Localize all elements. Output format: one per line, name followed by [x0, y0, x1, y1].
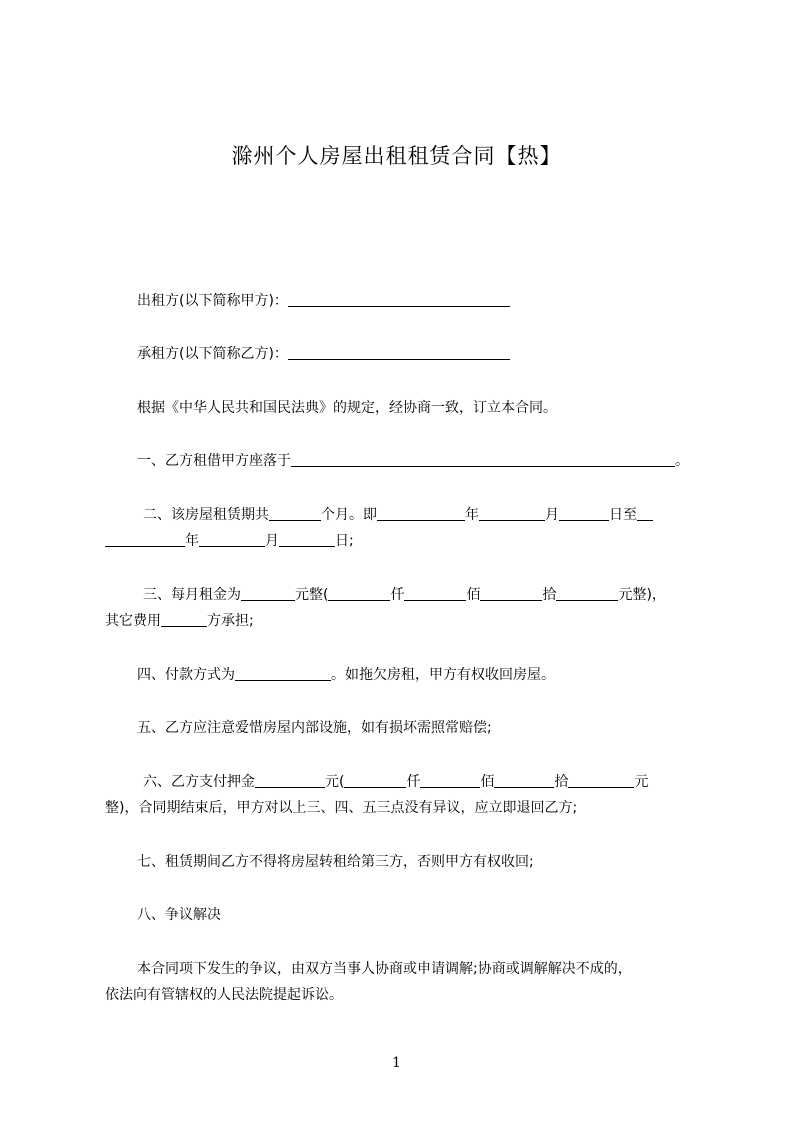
document-title: 滁州个人房屋出租租赁合同【热】 [231, 144, 562, 168]
clause-6-qian: 仟 [406, 774, 421, 790]
clause-1-text: 一、乙方租借甲方座落于 [137, 453, 291, 469]
end-month-blank[interactable] [199, 530, 265, 547]
clause-5 [105, 713, 492, 743]
clause-3-other-fees: 其它费用 [105, 613, 161, 629]
clause-3-bear: 方承担; [207, 613, 254, 629]
party-b-label: 承租方(以下简称乙方)： [137, 346, 288, 362]
clause-2-end-day: 日; [335, 533, 354, 549]
clause-6-bai: 佰 [480, 774, 495, 790]
clause-5-text: 五、乙方应注意爱惜房屋内部设施，如有损坏需照常赔偿; [137, 720, 492, 736]
start-day-blank[interactable] [559, 504, 609, 521]
clause-2-text: 二、该房屋租赁期共 [143, 507, 269, 523]
party-b-line [105, 339, 510, 369]
dispute-text-2: 依法向有管辖权的人民法院提起诉讼。 [105, 987, 343, 1003]
clause-3-yuan: 元整( [295, 587, 329, 603]
clause-4 [105, 660, 555, 690]
clause-8-heading: 八、争议解决 [137, 907, 221, 923]
deposit-amount-blank[interactable] [255, 771, 325, 788]
clause-2-cont [105, 526, 354, 556]
clause-6-yuan-end: 元 [634, 774, 649, 790]
deposit-qian-blank[interactable] [344, 771, 406, 788]
clause-7-text: 七、租赁期间乙方不得将房屋转租给第三方，否则甲方有权收回; [137, 854, 534, 870]
clause-6-text: 六、乙方支付押金 [143, 774, 255, 790]
property-address-blank[interactable] [291, 450, 675, 467]
clause-6-continuation: 整)，合同期结束后，甲方对以上三、四、五三点没有异议，应立即退回乙方; [105, 800, 578, 816]
intro-text: 根据《中华人民共和国民法典》的规定，经协商一致，订立本合同。 [137, 400, 557, 416]
deposit-shi-blank[interactable] [494, 771, 554, 788]
deposit-yuan-blank[interactable] [568, 771, 634, 788]
clause-2-to: 日至 [609, 507, 637, 523]
intro-paragraph [105, 393, 557, 423]
clause-2-months: 个月。即 [321, 507, 377, 523]
party-b-blank[interactable] [288, 343, 510, 360]
rent-shi-blank[interactable] [480, 584, 542, 601]
clause-8 [105, 900, 221, 930]
end-year-blank-start[interactable] [637, 504, 653, 521]
clause-2-end-month: 月 [265, 533, 279, 549]
rent-amount-blank[interactable] [241, 584, 295, 601]
clause-6-yuan: 元( [325, 774, 345, 790]
clause-3-qian: 仟 [390, 587, 405, 603]
page-number: 1 [392, 1055, 401, 1071]
party-a-label: 出租方(以下简称甲方)： [137, 293, 288, 309]
clause-3-text: 三、每月租金为 [143, 587, 241, 603]
party-a-blank[interactable] [288, 290, 510, 307]
party-a-line [105, 286, 510, 316]
rent-yuan-blank[interactable] [556, 584, 618, 601]
clause-7 [105, 847, 534, 877]
payment-method-blank[interactable] [235, 664, 331, 681]
start-year-blank[interactable] [377, 504, 465, 521]
start-month-blank[interactable] [479, 504, 545, 521]
rent-bai-blank[interactable] [404, 584, 466, 601]
clause-3-shi: 拾 [542, 587, 557, 603]
dispute-text-1: 本合同项下发生的争议，由双方当事人协商或申请调解;协商或调解解决不成的， [137, 961, 632, 977]
end-day-blank[interactable] [279, 530, 335, 547]
lease-months-blank[interactable] [269, 504, 321, 521]
clause-1-end: 。 [675, 453, 689, 469]
clause-2-month: 月 [545, 507, 559, 523]
clause-3-bai: 佰 [466, 587, 481, 603]
clause-2-end-year: 年 [185, 533, 199, 549]
clause-3-cont [105, 606, 254, 636]
deposit-bai-blank[interactable] [420, 771, 480, 788]
clause-2-year: 年 [465, 507, 479, 523]
rent-qian-blank[interactable] [328, 584, 390, 601]
clause-6-shi: 拾 [554, 774, 569, 790]
clause-3-yuan-end: 元整)， [618, 587, 666, 603]
end-year-blank[interactable] [105, 530, 185, 547]
dispute-paragraph-cont [105, 980, 343, 1010]
clause-4-text: 四、付款方式为 [137, 667, 235, 683]
clause-6-cont [105, 793, 577, 823]
clause-4-end: 。如拖欠房租，甲方有权收回房屋。 [331, 667, 555, 683]
fees-party-blank[interactable] [161, 610, 207, 627]
clause-1 [105, 446, 689, 476]
